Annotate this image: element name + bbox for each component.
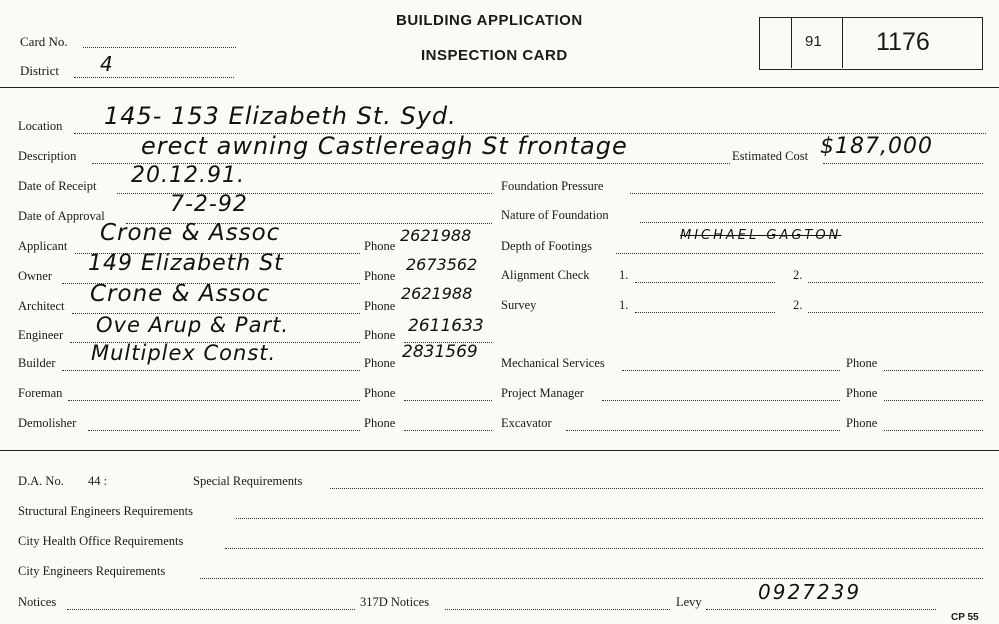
description-value: erect awning Castlereagh St frontage (141, 132, 628, 160)
alignment-check-opt2: 2. (793, 268, 803, 282)
builder-phone-label: Phone (364, 356, 396, 370)
card-no-label: Card No. (20, 34, 68, 49)
notices-line (67, 609, 355, 610)
foreman-line (68, 400, 360, 401)
demolisher-label: Demolisher (18, 416, 77, 430)
owner-value: 149 Elizabeth St (88, 251, 284, 276)
depth-of-footings-line (616, 253, 983, 254)
foreman-phone-line (404, 400, 492, 401)
estimated-cost-line (823, 163, 983, 164)
notices-label: Notices (18, 595, 57, 609)
excavator-phone-line (884, 430, 983, 431)
da-no-value: 44 : (88, 474, 108, 488)
project-manager-phone-label: Phone (846, 386, 878, 400)
levy-value: 0927239 (758, 580, 862, 604)
notices-317d-line (445, 609, 670, 610)
applicant-value: Crone & Assoc (100, 220, 281, 246)
card-no-dotted-line (83, 47, 236, 48)
applicant-phone-label: Phone (364, 239, 396, 253)
district-dotted-line (74, 77, 234, 78)
date-of-approval-value: 7-2-92 (170, 192, 248, 217)
notices-317d-label: 317D Notices (360, 595, 430, 609)
foreman-label: Foreman (18, 386, 63, 400)
builder-phone-value: 2831569 (402, 342, 478, 362)
survey-label: Survey (501, 298, 537, 312)
nature-of-foundation-line (640, 222, 983, 223)
city-engineers-requirements-line (200, 578, 983, 579)
excavator-line (566, 430, 840, 431)
header-divider (0, 87, 999, 88)
survey-line-1 (635, 312, 775, 313)
alignment-check-opt1: 1. (619, 268, 629, 282)
excavator-phone-label: Phone (846, 416, 878, 430)
applicant-phone-value: 2621988 (400, 226, 472, 245)
engineer-phone-value: 2611633 (408, 316, 484, 336)
alignment-check-label: Alignment Check (501, 268, 590, 282)
mechanical-services-phone-line (884, 370, 983, 371)
engineer-label: Engineer (18, 328, 64, 342)
depth-of-footings-label: Depth of Footings (501, 239, 592, 253)
project-manager-phone-line (884, 400, 983, 401)
description-label: Description (18, 149, 77, 163)
date-of-receipt-value: 20.12.91. (131, 163, 245, 188)
special-requirements-line (330, 488, 983, 489)
survey-line-2 (808, 312, 983, 313)
location-label: Location (18, 119, 63, 133)
demolisher-phone-line (404, 430, 492, 431)
survey-opt2: 2. (793, 298, 803, 312)
da-no-label: D.A. No. (18, 474, 64, 488)
nature-of-foundation-label: Nature of Foundation (501, 208, 609, 222)
builder-line (62, 370, 360, 371)
date-of-approval-label: Date of Approval (18, 209, 105, 223)
estimated-cost-value: $187,000 (820, 134, 933, 159)
applicant-label: Applicant (18, 239, 68, 253)
footer-divider (0, 450, 999, 451)
district-value: 4 (100, 52, 114, 76)
owner-phone-value: 2673562 (406, 255, 478, 274)
engineer-value: Ove Arup & Part. (96, 313, 289, 337)
architect-phone-value: 2621988 (401, 284, 473, 303)
foundation-pressure-label: Foundation Pressure (501, 179, 604, 193)
card-year: 91 (805, 33, 822, 50)
engineer-phone-label: Phone (364, 328, 396, 342)
levy-line (706, 609, 936, 610)
architect-phone-label: Phone (364, 299, 396, 313)
date-of-receipt-label: Date of Receipt (18, 179, 97, 193)
city-health-requirements-line (225, 548, 983, 549)
demolisher-line (88, 430, 360, 431)
builder-value: Multiplex Const. (91, 341, 277, 365)
project-manager-label: Project Manager (501, 386, 584, 400)
demolisher-phone-label: Phone (364, 416, 396, 430)
special-requirements-label: Special Requirements (193, 474, 303, 488)
card-number: 1176 (876, 28, 930, 56)
estimated-cost-label: Estimated Cost (732, 149, 809, 163)
mechanical-services-phone-label: Phone (846, 356, 878, 370)
owner-label: Owner (18, 269, 53, 283)
foundation-pressure-line (630, 193, 983, 194)
title-line-1: BUILDING APPLICATION (396, 12, 583, 29)
district-label: District (20, 63, 59, 78)
builder-label: Builder (18, 356, 56, 370)
mechanical-services-label: Mechanical Services (501, 356, 605, 370)
city-engineers-requirements-label: City Engineers Requirements (18, 564, 166, 578)
location-value: 145- 153 Elizabeth St. Syd. (104, 102, 457, 130)
architect-label: Architect (18, 299, 65, 313)
form-code: CP 55 (951, 612, 979, 623)
depth-of-footings-value: MICHAEL GAGTON (680, 228, 842, 243)
city-health-requirements-label: City Health Office Requirements (18, 534, 184, 548)
structural-requirements-label: Structural Engineers Requirements (18, 504, 193, 518)
project-manager-line (602, 400, 840, 401)
excavator-label: Excavator (501, 416, 552, 430)
architect-value: Crone & Assoc (90, 281, 271, 307)
alignment-check-line-1 (635, 282, 775, 283)
alignment-check-line-2 (808, 282, 983, 283)
structural-requirements-line (236, 518, 983, 519)
foreman-phone-label: Phone (364, 386, 396, 400)
owner-phone-label: Phone (364, 269, 396, 283)
survey-opt1: 1. (619, 298, 629, 312)
title-line-2: INSPECTION CARD (421, 47, 568, 64)
levy-label: Levy (676, 595, 702, 609)
mechanical-services-line (622, 370, 840, 371)
